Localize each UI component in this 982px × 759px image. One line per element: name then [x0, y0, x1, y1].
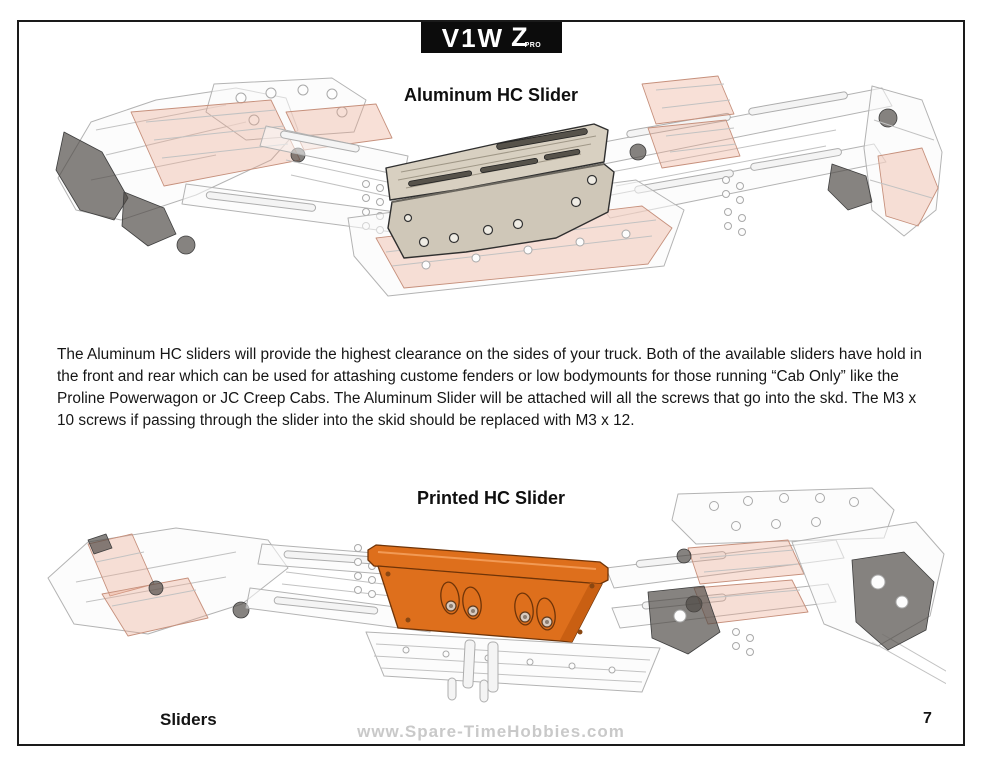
logo-badge: PRO	[524, 42, 542, 49]
logo-title: V1W	[441, 22, 505, 53]
watermark-url: www.Spare-TimeHobbies.com	[357, 722, 625, 741]
aluminum-hc-slider-illustration	[36, 60, 946, 310]
printed-slider-heading: Printed HC Slider	[416, 488, 566, 508]
printed-hc-slider-illustration	[36, 482, 946, 710]
aluminum-slider-heading: Aluminum HC Slider	[403, 85, 578, 105]
body-paragraph: The Aluminum HC sliders will provide the highest clearance on the sides of your truck. Both of the available sliders have hold in the front and rear which can be used for attashing custome fenders or low bodymounts for those running “Cab Only” like the Proline Powerwagon or JC Creep Cabs. The Aluminum Slider will be attached will all the screws that go into the skd. The M3 x 10 screws if passing through the slider into the skid should be replaced with M3 x 12.	[57, 346, 922, 430]
logo-z: Z	[511, 22, 528, 52]
v1w-pro-logo	[421, 22, 562, 53]
printed-slider-body	[368, 545, 608, 642]
footer-section-label: Sliders	[160, 710, 217, 729]
skid-plate-ghost	[366, 632, 660, 702]
page-number: 7	[923, 710, 932, 727]
